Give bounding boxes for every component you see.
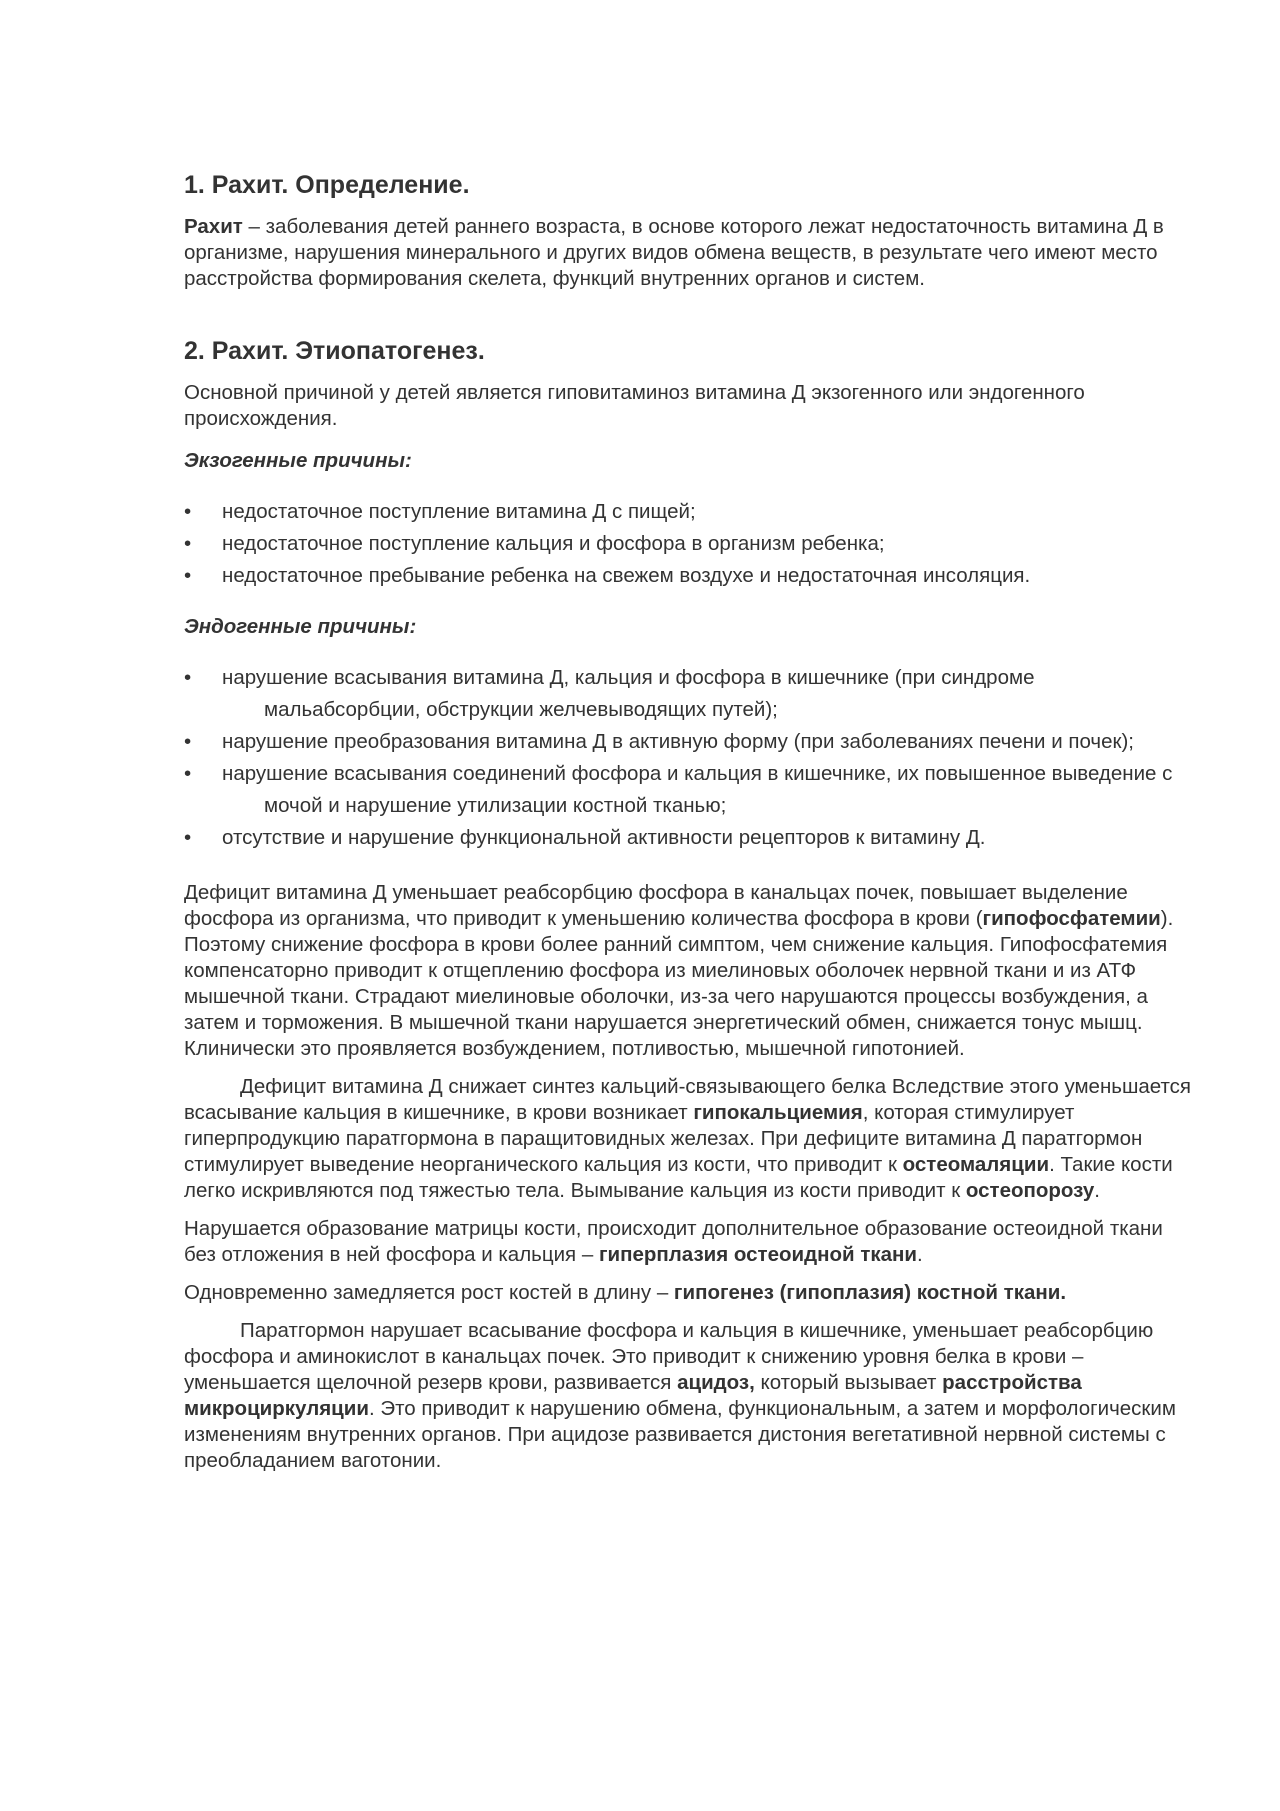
growth-paragraph: Одновременно замедляется рост костей в длину – гипогенез (гипоплазия) костной ткани.	[184, 1281, 1067, 1304]
list-item: • нарушение всасывания соединений фосфора и кальция в кишечнике, их повышенное выведение с мочой и нарушение утилизации костной тканью;	[184, 758, 1194, 822]
term-rickets: Рахит	[184, 215, 243, 238]
exogenous-list	[184, 496, 1194, 592]
list-item: • отсутствие и нарушение функциональной активности рецепторов к витамину Д.	[184, 822, 1194, 854]
list-item: • недостаточное пребывание ребенка на свежем воздухе и недостаточная инсоляция.	[184, 560, 1194, 592]
list-item: • нарушение всасывания витамина Д, кальция и фосфора в кишечнике (при синдроме мальабсорбции, обструкции желчевыводящих путей);	[184, 662, 1194, 726]
parathormone-paragraph: Паратгормон нарушает всасывание фосфора и кальция в кишечнике, уменьшает реабсорбцию фосфора и аминокислот в канальцах почек. Это приводит к снижению уровня белка в крови – уменьшается щелочной резерв крови, развивается ацидоз, который вызывает расстройства микроциркуляции. Это приводит к нарушению обмена, функциональным, а затем и морфологическим изменениям внутренних органов. При ацидозе развивается дистония вегетативной нервной системы с преобладанием ваготонии.	[184, 1319, 1176, 1472]
list-item: • нарушение преобразования витамина Д в активную форму (при заболеваниях печени и почек);	[184, 726, 1194, 758]
list-item: • недостаточное поступление витамина Д с пищей;	[184, 496, 1194, 528]
section-1-title: 1. Рахит. Определение.	[184, 171, 470, 199]
bullet-icon: •	[184, 666, 192, 689]
definition-paragraph	[184, 214, 1194, 292]
bullet-icon: •	[184, 826, 192, 849]
endogenous-heading: Эндогенные причины:	[184, 615, 417, 638]
list-item: • недостаточное поступление кальция и фосфора в организм ребенка;	[184, 528, 1194, 560]
matrix-paragraph: Нарушается образование матрицы кости, происходит дополнительное образование остеоидной ткани без отложения в ней фосфора и кальция – гиперплазия остеоидной ткани.	[184, 1217, 1163, 1266]
bullet-icon: •	[184, 730, 192, 753]
section-2-title: 2. Рахит. Этиопатогенез.	[184, 337, 485, 365]
bullet-icon: •	[184, 500, 192, 523]
bullet-icon: •	[184, 564, 192, 587]
phosphorus-paragraph: Дефицит витамина Д уменьшает реабсорбцию фосфора в канальцах почек, повышает выделение фосфора из организма, что приводит к уменьшению количества фосфора в крови (гипофосфатемии). Поэтому снижение фосфора в крови более ранний симптом, чем снижение кальция. Гипофосфатемия компенсаторно приводит к отщеплению фосфора из миелиновых оболочек нервной ткани и из АТФ мышечной ткани. Страдают миелиновые оболочки, из-за чего нарушаются процессы возбуждения, а затем и торможения. В мышечной ткани нарушается энергетический обмен, снижается тонус мышц. Клинически это проявляется возбуждением, потливостью, мышечной гипотонией.	[184, 881, 1174, 1060]
exogenous-heading: Экзогенные причины:	[184, 449, 412, 472]
document-content	[184, 168, 1194, 1474]
bullet-icon: •	[184, 762, 192, 785]
endogenous-list	[184, 662, 1194, 854]
intro-paragraph: Основной причиной у детей является гиповитаминоз витамина Д экзогенного или эндогенного происхождения.	[184, 381, 1085, 430]
definition-text: – заболевания детей раннего возраста, в основе которого лежат недостаточность витамина Д в организме, нарушения минерального и других видов обмена веществ, в результате чего имеют место расстройства формирования скелета, функций внутренних органов и систем.	[184, 215, 1164, 290]
bullet-icon: •	[184, 532, 192, 555]
calcium-paragraph: Дефицит витамина Д снижает синтез кальций-связывающего белка Вследствие этого уменьшается всасывание кальция в кишечнике, в крови возникает гипокальциемия, которая стимулирует гиперпродукцию паратгормона в паращитовидных железах. При дефиците витамина Д паратгормон стимулирует выведение неорганического кальция из кости, что приводит к остеомаляции. Такие кости легко искривляются под тяжестью тела. Вымывание кальция из кости приводит к остеопорозу.	[184, 1075, 1192, 1202]
